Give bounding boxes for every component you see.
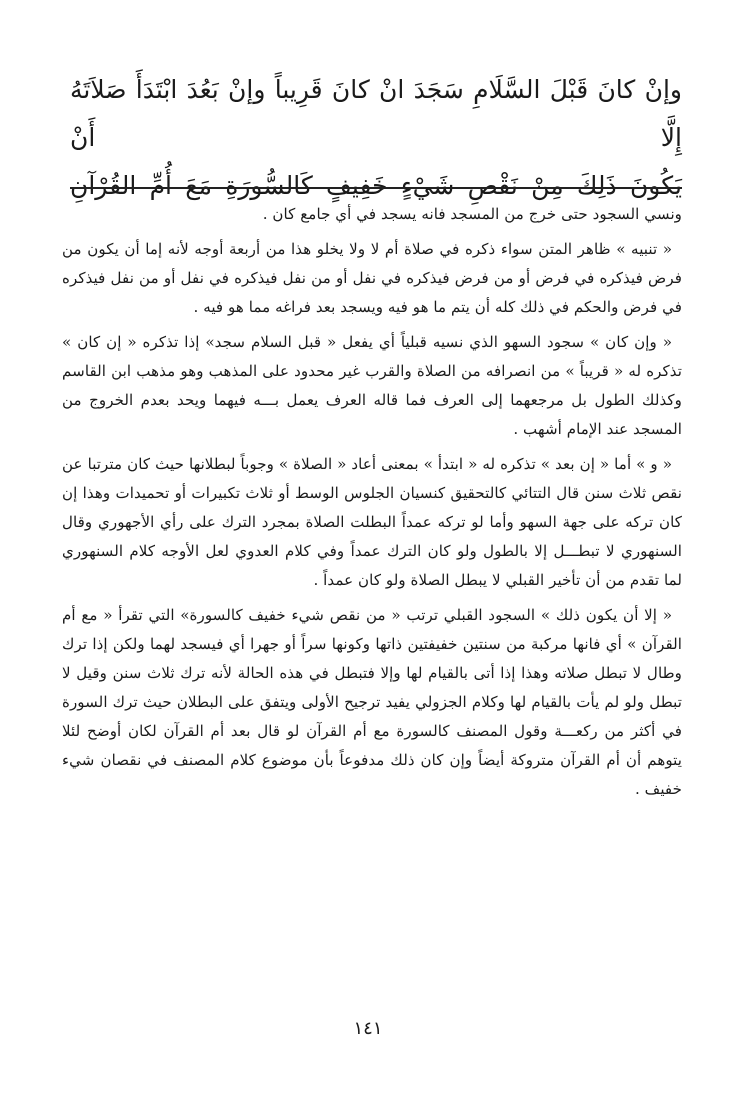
matn-line: يَكُونَ ذَلِكَ مِنْ نَقْصِ شَيْءٍ خَفِيفٍ كَالسُّورَةِ مَعَ أُمِّ القُرْآنِ bbox=[70, 171, 682, 200]
commentary-paragraph: « وإن كان » سجود السهو الذي نسيه قبلياً أي يفعل « قبل السلام سجد» إذا تذكره « إن كان » تذكره له « قريباً » من انصرافه من الصلاة والقرب غير محدود على المذهب وهو مذهب ابن القاسم وكذلك الطول بل مرجعهما إلى العرف فما قاله العرف يعمل بـــه فيهما ويحد بعدم الخروج من المسجد عند الإمام أشهب . bbox=[62, 333, 682, 438]
matn-line: وإنْ كانَ قَبْلَ السَّلَامِ سَجَدَ انْ كانَ قَرِيباً وإنْ بَعُدَ ابْتَدَأَ صَلاَتَهُ إِلَّا أَنْ bbox=[70, 75, 682, 152]
commentary-paragraph: « إلا أن يكون ذلك » السجود القبلي ترتب « من نقص شيء خفيف كالسورة» التي تقرأ « مع أم القرآن » أي فانها مركبة من سنتين خفيفتين ذاتها وكونها سراً أو جهرا أي فيسجد لهما ولكن إذا ترك وطال لا تبطل صلاته وهذا إذا أتى بالقيام لها وإلا فتبطل في هذه الحالة لأنه ترك ثلاث سنن وقيل لا تبطل ولو لم يأت بالقيام لها وكلام الجزولي يفيد ترجيح الأولى ويتفق على البطلان حيث ترك السورة في أكثر من ركعـــة وقول المصنف كالسورة مع أم القرآن لو قال بعد أم القرآن لكان أوضح لئلا يتوهم أن أم القرآن متروكة أيضاً وإن كان ذلك مدفوعاً بأن موضوع كلام المصنف في نقصان شيء خفيف . bbox=[62, 606, 682, 798]
commentary-paragraph: « تنبيه » ظاهر المتن سواء ذكره في صلاة أم لا ولا يخلو هذا من أربعة أوجه لأنه إما أن يكون من فرض فيذكره في فرض أو من فرض فيذكره في نفل أو من نفل فيذكره في نفل أو من نفل فيذكره في فرض والحكم في ذلك كله أن يتم ما هو فيه ويسجد بعد فراغه مما هو فيه . bbox=[62, 240, 682, 316]
commentary-paragraph: « و » أما « إن بعد » تذكره له « ابتدأ » بمعنى أعاد « الصلاة » وجوباً لبطلانها حيث كان مترتبا عن نقص ثلاث سنن قال التتائي كالتحقيق كنسيان الجلوس الوسط أو ثلاث تكبيرات أو تحميدات وهذا إن كان تركه على جهة السهو وأما لو تركه عمداً البطلت الصلاة بمجرد الترك على رأي الأجهوري وقال السنهوري لا تبطـــل إلا بالطول ولو كان الترك عمداً وفي كلام العدوي لعل الأوجه كلام السنهوري لما تقدم من أن تأخير القبلي لا يبطل الصلاة ولو كان عمداً . bbox=[62, 455, 682, 589]
commentary-text-block bbox=[62, 200, 682, 810]
page-number: ١٤١ bbox=[353, 1018, 383, 1039]
separator-rule bbox=[70, 187, 682, 189]
commentary-paragraph: ونسي السجود حتى خرج من المسجد فانه يسجد في أي جامع كان . bbox=[262, 205, 682, 223]
